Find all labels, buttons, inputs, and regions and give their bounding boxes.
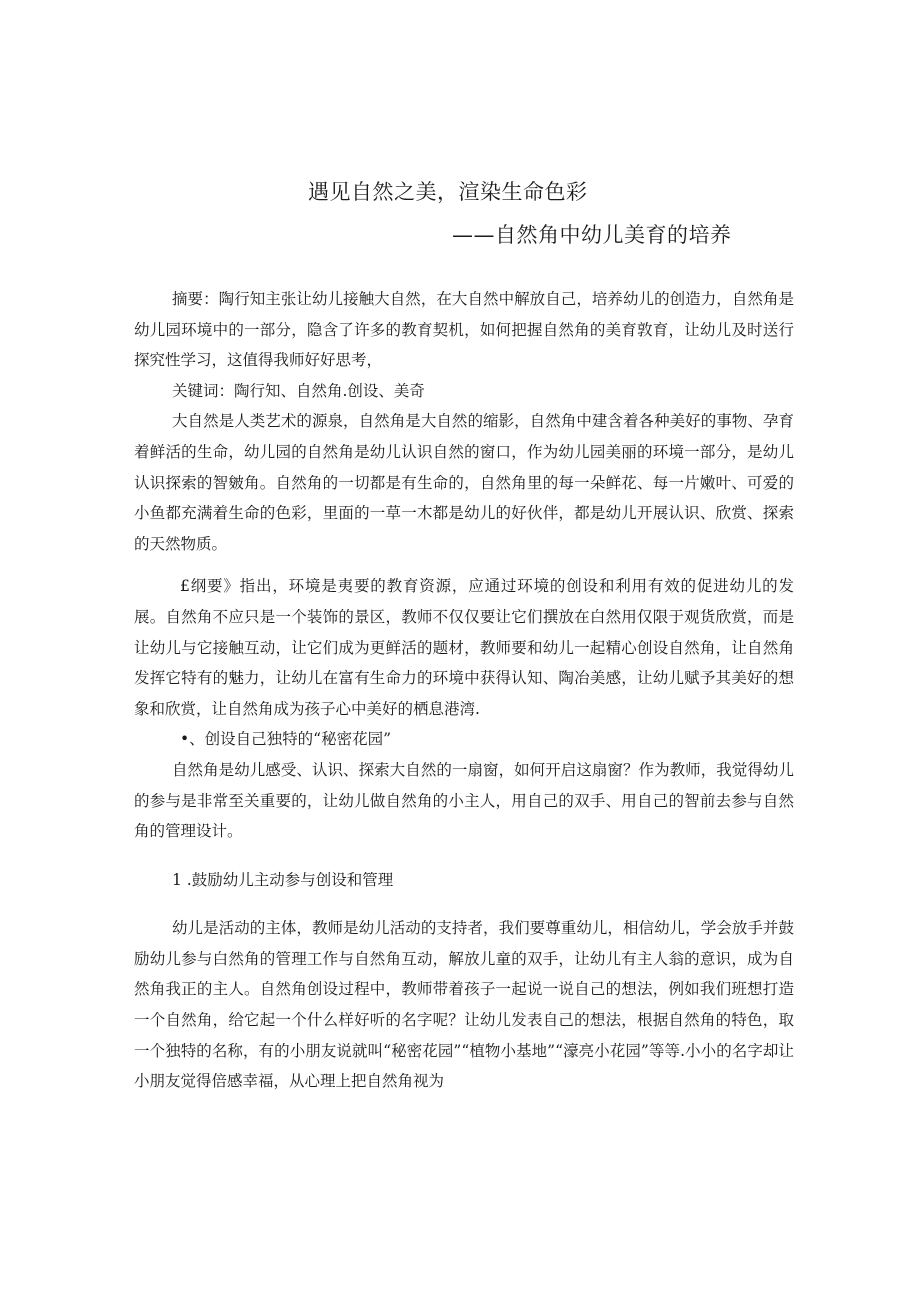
body-paragraph: 幼儿是活动的主体，教师是幼儿活动的支持者，我们要尊重幼儿，相信幼儿，学会放手并鼓励幼儿参与白然角的管理工作与自然角互动，解放儿童的双手，让幼儿有主人翁的意识，成为自然角我正的主人。自然角创设过程中，教师带着孩子一起说一说自己的想法，例如我们班想打造一个自然角，给它起一个什么样好听的名字呢？让幼儿发表自己的想法，根据自然角的特色，取一个独特的名称，有的小朋友说就叫“秘密花园”“植物小基地”“濠亮小花园”等等.小小的名字却让小朋友觉得倍感幸福，从心理上把自然角视为 — [134, 919, 794, 1091]
section-heading: •、创设自己独特的“秘密花园” — [180, 730, 391, 749]
document-body — [134, 284, 794, 1097]
document-title: 遇见自然之美，渲染生命色彩 — [308, 180, 588, 204]
body-paragraph: 大自然是人类艺术的源泉，自然角是大自然的缩影，自然角中建含着各种美好的事物、孕育着鲜活的生命，幼儿园的自然角是幼儿认识自然的窗口，作为幼儿园美丽的环境一部分，是幼儿认识探索的智皴角。自然角的一切都是有生命的，自然角里的每一朵鲜花、每一片嫩叶、可爱的小鱼都充满着生命的色彩，里面的一草一木都是幼儿的好伙伴，都是幼儿开展认识、欣赏、探索的天然物质。 — [134, 412, 794, 553]
body-paragraph: £纲要》指出，环境是夷要的教育资源，应通过环境的创设和利用有效的促进幼儿的发展。自然角不应只是一个装饰的景区，教师不仅仅要让它们撰放在白然用仅限于观货欣赏，而是让幼儿与它接触互动，让它们成为更鲜活的题材，教师要和幼儿一起精心创设自然角，让自然角发挥它特有的魅力，让幼儿在富有生命力的环境中获得认知、陶冶美感，让幼儿赋予其美好的想象和欣赏，让自然角成为孩子心中美好的栖息港湾. — [134, 577, 794, 718]
abstract-paragraph: 摘要：陶行知主张让幼儿接触大自然，在大自然中解放自己，培养幼儿的创造力，自然角是幼儿园环境中的一部分，隐含了许多的教育契机，如何把握自然角的美育敦育，让幼儿及时送行探究性学习，这值得我师好好思考， — [134, 290, 794, 370]
document-subtitle: ——自然角中幼儿美育的培养 — [452, 223, 732, 247]
subsection-heading: 1 .鼓励幼儿主动参与创设和管理 — [172, 870, 394, 889]
body-paragraph: 自然角是幼儿感受、认识、探索大自然的一扇窗，如何开启这扇窗？作为教师，我觉得幼儿的参与是非常至关重要的，让幼儿做自然角的小主人，用自己的双手、用自己的智前去参与自然角的管理设计。 — [134, 760, 794, 841]
keywords-line: 关键词：陶行知、自然角.创设、美奇 — [172, 381, 425, 400]
